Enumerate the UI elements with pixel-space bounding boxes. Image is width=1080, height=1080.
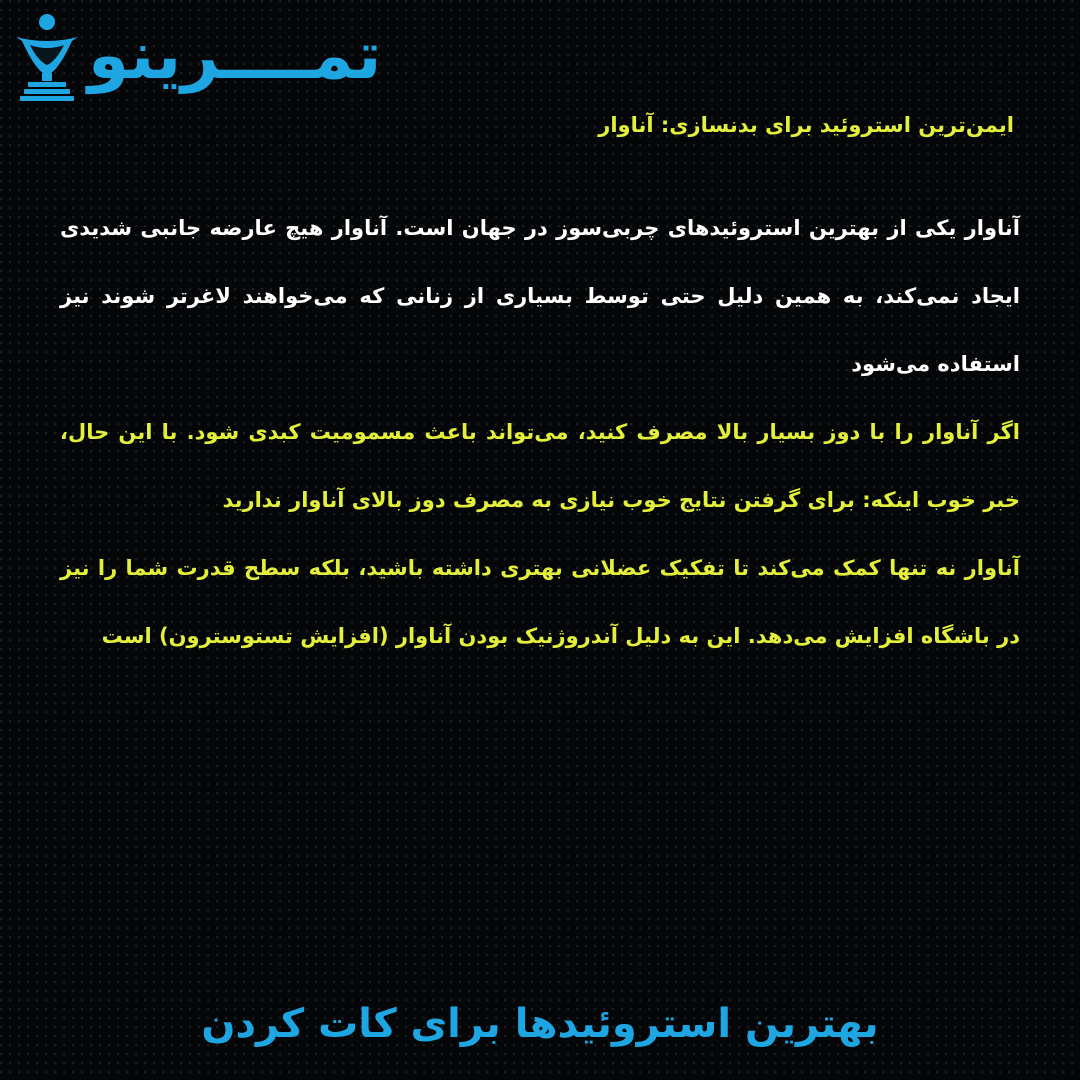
paragraph-strength-benefit: آناوار نه تنها کمک می‌کند تا تفکیک عضلانی بهتری داشته باشید، بلکه سطح قدرت شما را نیز در باشگاه افزایش می‌دهد. این به دلیل آندروژنیک بودن آناوار (افزایش تستوسترون) است bbox=[60, 556, 1020, 648]
paragraph-liver-warning: اگر آناوار را با دوز بسیار بالا مصرف کنید، می‌تواند باعث مسمومیت کبدی شود. با این حال، خبر خوب اینکه: برای گرفتن نتایج خوب نیازی به مصرف دوز بالای آناوار ندارید bbox=[60, 420, 1020, 512]
paragraph-intro: آناوار یکی از بهترین استروئیدهای چربی‌سوز در جهان است. آناوار هیچ عارضه جانبی شدیدی ایجاد نمی‌کند، به همین دلیل حتی توسط بسیاری از زنانی که می‌خواهند لاغرتر شوند نیز استفاده می‌شود bbox=[60, 216, 1020, 376]
chalice-icon bbox=[12, 11, 82, 101]
brand-logo bbox=[12, 6, 442, 106]
brand-name: تمــــرینو bbox=[88, 17, 382, 94]
article-headline: ایمن‌ترین استروئید برای بدنسازی: آناوار bbox=[598, 113, 1014, 137]
article-body bbox=[60, 96, 1020, 670]
footer-title: بهترین استروئیدها برای کات کردن bbox=[201, 1001, 879, 1047]
